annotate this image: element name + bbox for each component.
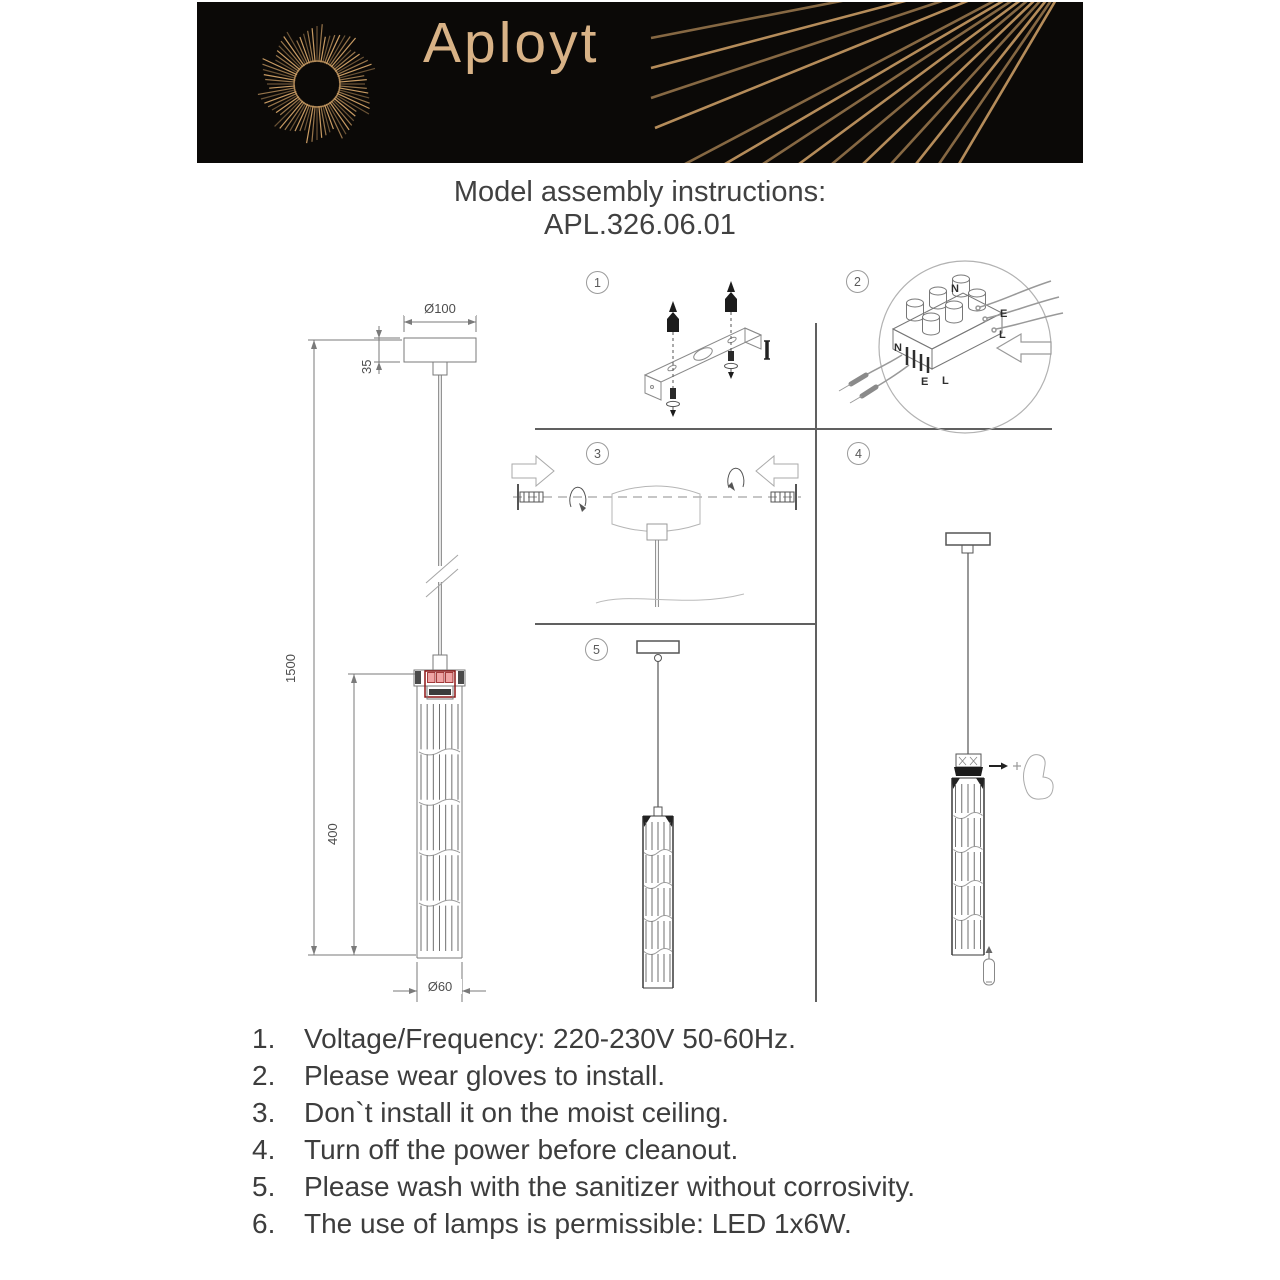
instruction-item [252,1059,1072,1092]
led-bulb-icon [984,959,995,985]
dim-total-height: 1500 [283,654,298,683]
instruction-number: 4. [252,1134,276,1165]
dim-shade-height: 400 [325,823,340,845]
wire-label-l-in: L [999,329,1006,341]
instruction-number: 6. [252,1208,276,1239]
dim-canopy-diameter: Ø100 [404,301,476,316]
step4-shade-drawing [946,533,1053,985]
step5-pendant-drawing [637,641,679,988]
instruction-list [252,1022,1072,1240]
brand-wordmark: Aployt [423,11,600,75]
glove-icon [1024,755,1054,799]
wire-label-n-in: N [951,283,959,295]
dim-canopy-height: 35 [359,359,374,374]
push-arrow-right-icon [756,456,798,486]
step-4-badge: 4 [847,442,870,465]
instruction-item [252,1133,1072,1166]
insert-arrow-icon [1001,763,1008,770]
assembly-steps-drawing [510,255,1075,1015]
brand-banner [197,2,1083,163]
instruction-item [252,1170,1072,1203]
page-title: Model assembly instructions: [453,176,827,208]
step-3-badge: 3 [586,442,609,465]
dim-shade-diameter: Ø60 [418,979,462,994]
lamp-dimension-drawing [280,300,506,1012]
step1-bracket-drawing [645,281,770,417]
instruction-item [252,1207,1072,1240]
step3-canopy-drawing [512,456,801,607]
wire-label-l-out: L [942,375,949,387]
instruction-number: 5. [252,1171,276,1202]
step-2-badge: 2 [846,270,869,293]
banner-rays-decoration [651,2,1083,163]
push-arrow-left-icon [512,456,554,486]
instruction-text: Turn off the power before cleanout. [304,1134,739,1165]
instruction-number: 3. [252,1097,276,1128]
instruction-text: Don`t install it on the moist ceiling. [304,1097,729,1128]
instruction-text: Please wash with the sanitizer without corrosivity. [304,1171,916,1202]
wire-label-n-out: N [894,342,902,354]
instruction-item [252,1096,1072,1129]
wire-label-e-out: E [921,376,929,388]
instruction-text: Voltage/Frequency: 220-230V 50-60Hz. [304,1023,796,1054]
model-number: APL.326.06.01 [544,209,736,241]
instruction-text: The use of lamps is permissible: LED 1x6W. [304,1208,852,1239]
instruction-item [252,1022,1072,1055]
instruction-text: Please wear gloves to install. [304,1060,666,1091]
step-1-badge: 1 [586,271,609,294]
wire-label-e-in: E [1000,308,1008,320]
sunburst-logo-icon [253,20,381,148]
step-5-badge: 5 [585,638,608,661]
instruction-number: 1. [252,1023,276,1054]
instruction-number: 2. [252,1060,276,1091]
